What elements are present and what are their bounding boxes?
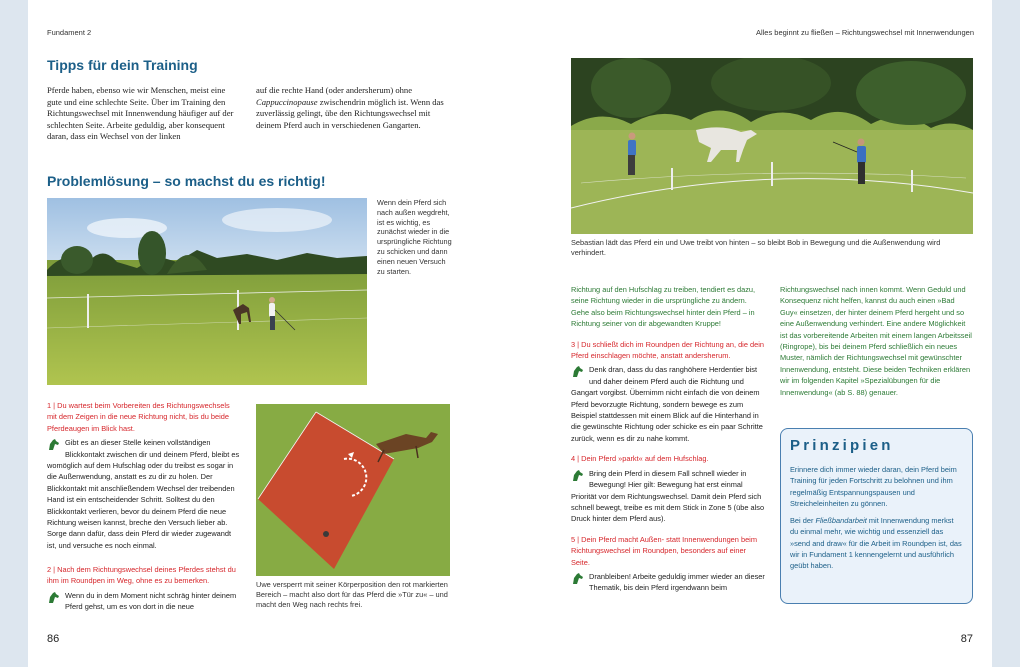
roundpen-caption: Sebastian lädt das Pferd ein und Uwe treibt von hinten – so bleibt Bob in Bewegung und die Außenwendung wird verhindert. (571, 238, 941, 257)
item-4-body: Bring dein Pferd in diesem Fall schnell wieder in Bewegung! Hier gilt: Bewegung hat erst einmal Priorität vor dem Richtungswechsel. Damit dein Pferd sich schnell bewegt, treibe es mit dem Stick in Zone 5 (übe also Druck hinter dem Pferd aus). (571, 468, 765, 524)
item-4-title: 4 | Dein Pferd »parkt« auf dem Hufschlag. (571, 454, 709, 464)
left-page (28, 0, 510, 667)
page-number-right: 87 (960, 633, 973, 645)
item-1-body: Gibt es an dieser Stelle keinen vollständigen Blickkontakt zwischen dir und deinem Pferd, bleibt es womöglich auf dem Hufschlag oder du treibst es sogar in die Außenwendung, anstatt es zu dir zu holen. Der Blickkontakt mit anschließendem Wechsel der treibenden Hand ist ein entscheidender Schritt. Solltest du den Blickkontakt verlieren, bevor du deinem Pferd die neue Richtung weisen kannst, breche den Versuch lieber ab. Sorge dann dafür, dass dein Pferd dir wieder zugewandt ist, und versuche es noch einmal. (47, 438, 240, 550)
roundpen-photo (571, 58, 973, 234)
right-page (510, 0, 992, 667)
horse-head-icon (571, 365, 584, 378)
aerial-photo-illustration (256, 404, 450, 576)
prinzipien-box (780, 428, 973, 604)
item-2-title: 2 | Nach dem Richtungswechsel deines Pferdes stehst du ihm im Roundpen im Weg, ohne es zu bemerken. (47, 565, 236, 586)
prinzipien-title: Prinzipien (790, 437, 894, 454)
item-2 (47, 564, 240, 613)
item-1 (47, 400, 240, 551)
tips-heading: Tipps für dein Training (47, 57, 198, 73)
horse-head-icon (47, 591, 60, 604)
prinzipien-p2: Bei der Fließbandarbeit mit Innenwendung merkst du einmal mehr, wie wichtig und essenziell das »send and draw« für die Arbeit im Roundpen ist, das wir in Fundament 1 kennengelernt und ausführlich geübt haben. (790, 516, 962, 571)
problem-heading: Problemlösung – so machst du es richtig! (47, 173, 326, 189)
item-3-title: 3 | Du schließt dich im Roundpen der Richtung an, die dein Pferd einschlagen möchte, anstatt andersherum. (571, 339, 764, 361)
horse-head-icon (47, 438, 60, 451)
running-head-left: Fundament 2 (47, 28, 92, 37)
horse-head-icon (571, 469, 584, 482)
item-5-title: 5 | Dein Pferd macht Außen- statt Innenwendungen beim Richtungswechsel im Roundpen, besonders auf einer Seite. (571, 534, 757, 567)
running-head-right: Alles beginnt zu fließen – Richtungswechsel mit Innenwendungen (755, 28, 974, 37)
aerial-caption: Uwe versperrt mit seiner Körperposition den rot markierten Bereich – macht also dort für das Pferd die »Tür zu« – und macht den Weg nach rechts frei. (256, 580, 448, 609)
item-3-body: Denk dran, dass du das ranghöhere Herdentier bist und daher deinem Pferd auch die Richtung und Gangart vorgibst. Übernimm nicht einfach die von deinem Pferd bevorzugte Richtung, sondern bewege es zum Beispiel stattdessen mit einem Blick auf die Hinterhand in die gewünschte Richtung oder schicke es ein paar Schritte zurück, wenn es dir zu nahe kommt. (571, 365, 763, 443)
right-col2-text: Richtungswechsel nach innen kommt. Wenn Geduld und Konsequenz nicht helfen, kannst du auch einen »Bad Guy« einsetzen, der hinter deinem Pferd hergeht und so eine Außenwendung verhindert. Eine andere Möglichkeit ist das vorbereitende Arbeiten mit einem langen Arbeitsseil (Ringrope), bis bei deinem Pferd schließlich ein neues Muster, nämlich der Richtungswechsel mit gewünschter Innenwendung, entsteht. Diese beiden Techniken erklären wir im folgenden Kapitel »Spezialübungen für die Innenwendung« (ab S. 88) genauer. (780, 285, 972, 397)
item-1-title: 1 | Du wartest beim Vorbereiten des Richtungswechsels mit dem Zeigen in die neue Richtung nicht, bis du beide Pferdeaugen im Blick hast. (47, 401, 230, 433)
item-2-body: Wenn du in dem Moment nicht schräg hinter deinem Pferd gehst, um es von dort in die neue (47, 590, 240, 613)
col1-intro: Richtung auf den Hufschlag zu treiben, tendiert es dazu, seine Richtung wieder in die ursprüngliche zu ändern. Gehe also beim Richtungswechsel hinter dein Pferd – in Richtung seiner von dir abgewandten Kruppe! (571, 285, 756, 329)
horse-head-icon (571, 572, 584, 585)
prinzipien-p1: Erinnere dich immer wieder daran, dein Pferd beim Training für jeden Fortschritt zu belohnen und ihm regelmäßig Entspannungspausen und Streicheleinheiten zu gönnen. (790, 465, 957, 508)
roundpen-photo-illustration (571, 58, 973, 234)
pasture-photo-illustration (47, 198, 367, 385)
page-number-left: 86 (47, 633, 60, 645)
tips-col1: Pferde haben, ebenso wie wir Menschen, meist eine gute und eine schlechte Seite. Über im Training den Richtungswechsel mit Innenwendung häufiger auf der schlechten Seite. Arbeite geduldig, aber konsequent daran, dass ein Wechsel von der linken (47, 85, 234, 142)
tips-col2: auf die rechte Hand (oder andersherum) ohne Cappuccinopause zwischendrin möglich ist. Wenn das zuverlässig gelingt, übe den Richtungswechsel mit deinem Pferd auch in verschiedenen Gangarten. (256, 85, 444, 130)
pasture-photo (47, 198, 367, 385)
problem-side-text: Wenn dein Pferd sich nach außen wegdreht, ist es wichtig, es zunächst wieder in die ursprüngliche Richtung zu schicken und dann einen neuen Versuch zu starten. (377, 198, 452, 276)
right-col1 (571, 284, 765, 594)
aerial-roundpen-photo (256, 404, 450, 576)
item-5-body: Dranbleiben! Arbeite geduldig immer wieder an dieser Thematik, bis dein Pferd irgendwann beim (571, 571, 765, 594)
